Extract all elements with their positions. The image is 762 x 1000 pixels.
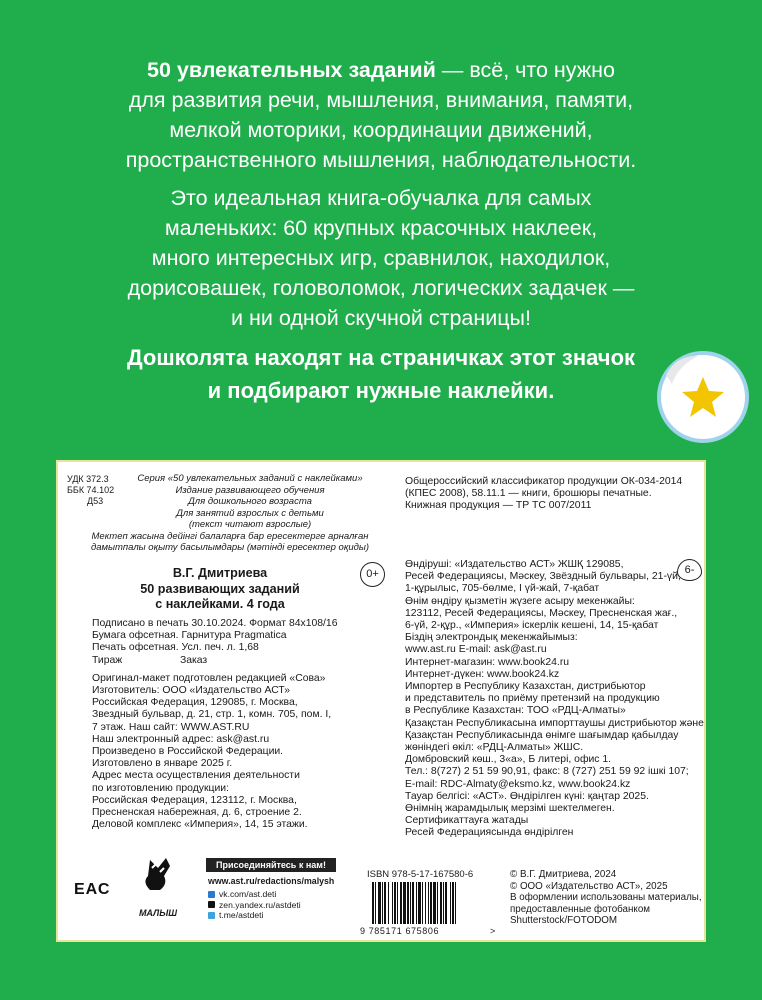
series-block: Серия «50 увлекательных заданий с наклейками» Издание развивающего обучения Для дошкольного возраста Для занятий взрослых с детьми (текст читают взрослые) Мектеп жасына дейінгі балаларға бар ересектерге арналған дамытпалы оқыту басылымдары (мәтінді ересектер оқиды)	[90, 473, 370, 553]
intro-paragraph-tasks	[40, 55, 722, 175]
zen-link[interactable]: zen.yandex.ru/astdeti	[208, 900, 301, 911]
barcode-bar	[416, 882, 417, 924]
barcode-bar	[384, 882, 386, 924]
intro-line-1: 50 увлекательных заданий — всё, что нужно	[147, 58, 615, 82]
intro-line: для развития речи, мышления, внимания, памяти,	[128, 88, 634, 112]
barcode-bar	[372, 882, 374, 924]
barcode-bar	[407, 882, 409, 924]
intro-line: дорисовашек, головоломок, логических задачек —	[127, 276, 635, 300]
copyright-block: © В.Г. Дмитриева, 2024 © ООО «Издательство АСТ», 2025 В оформлении использованы материалы, предоставленные фотобанком Shutterstock/FOTODOM	[510, 869, 702, 927]
telegram-link[interactable]: t.me/astdeti	[208, 910, 301, 921]
barcode-bar	[452, 882, 454, 924]
barcode-bar	[430, 882, 432, 924]
imprint-panel	[56, 460, 706, 942]
intro-paragraph-sticker-hint	[40, 341, 722, 407]
intro-line: маленьких: 60 крупных красочных наклеек,	[164, 216, 598, 240]
udk-block: УДК 372.3 ББК 74.102 Д53	[67, 474, 115, 507]
age-rating-badge-kz: 6-	[677, 559, 702, 581]
book-title: с наклейками. 4 года	[155, 597, 285, 611]
telegram-icon	[208, 912, 215, 919]
intro-line: Это идеальная книга-обучалка для самых	[170, 186, 592, 210]
barcode-icon	[370, 882, 488, 926]
barcode-bar	[450, 882, 451, 924]
social-links	[208, 889, 301, 921]
barcode-bar	[412, 882, 414, 924]
barcode-bar	[403, 882, 406, 924]
barcode-bar	[410, 882, 411, 924]
barcode-bar	[375, 882, 376, 924]
barcode-bar	[400, 882, 402, 924]
book-author-title	[120, 566, 320, 613]
age-rating-badge: 0+	[360, 562, 385, 587]
barcode-arrow: >	[490, 926, 496, 936]
star-sticker-icon	[656, 350, 750, 444]
vk-icon	[208, 891, 215, 898]
book-title: 50 развивающих заданий	[140, 581, 300, 596]
barcode-bar	[443, 882, 444, 924]
barcode-bar	[428, 882, 429, 924]
classifier-block: Общероссийский классификатор продукции ОК-034-2014 (КПЕС 2008), 58.11.1 — книги, брошюры печатные. Книжная продукция — ТР ТС 007/2011	[405, 476, 683, 512]
barcode-bar	[397, 882, 398, 924]
barcode-bar	[392, 882, 393, 924]
barcode-digits: 9 785171 675806	[360, 926, 440, 936]
intro-line: и подбирают нужные наклейки.	[207, 378, 555, 403]
barcode-bar	[388, 882, 389, 924]
producer-kz-block: Өндіруші: «Издательство АСТ» ЖШҚ 129085, Ресей Федерациясы, Мәскеу, Звёздный бульвары, 21-үй, 1-құрылыс, 705-бөлме, I үй-жай, 7-қабат Өнім өндіру қызметін жүзеге асыру мекенжайы: 123112, Ресей Федерациясы, Мәскеу, Пресненская жағ., 6-үй, 2-құр., «Империя» іскерлік кешені, 14, 15-қабат Біздің электрондық мекенжайымыз: www.ast.ru E-mail: ask@ast.ru Интернет-магазин: www.book24.ru Интернет-дүкен: www.book24.kz Импортер в Республику Казахстан, дистрибьютор и представитель по приёму претензий на продукцию в Республике Казахстан: ТОО «РДЦ-Алматы» Қазақстан Республикасына импорттаушы дистрибьютор және Қазақстан Республикасында өнімге шағымдар қабылдау жөніндегі өкіл: «РДЦ-Алматы» ЖШС. Домбровский көш., 3«а», Б литері, офис 1. Тел.: 8(727) 2 51 59 90,91, факс: 8 (727) 251 59 92 ішкі 107; E-mail: RDC-Almaty@eksmo.kz, www.book24.kz Тауар белгісі: «АСТ». Өндірілген күні: қаңтар 2025. Өнімнің жарамдылық мерзімі шектелмеген. Сертификаттауға жатады Ресей Федерациясында өндірілген	[405, 559, 704, 839]
intro-paragraph-book	[40, 183, 722, 333]
barcode-bar	[378, 882, 381, 924]
publisher-logo-text: МАЛЫШ	[138, 908, 178, 918]
isbn: ISBN 978-5-17-167580-6	[367, 869, 474, 880]
redaction-link[interactable]: www.ast.ru/redactions/malysh	[208, 876, 335, 886]
barcode-bar	[437, 882, 438, 924]
intro-line: и ни одной скучной страницы!	[231, 306, 531, 330]
barcode-bar	[425, 882, 426, 924]
vk-link[interactable]: vk.com/ast.deti	[208, 889, 301, 900]
barcode-bar	[418, 882, 421, 924]
intro-line: мелкой моторики, координации движений,	[169, 118, 593, 142]
zen-icon	[208, 901, 215, 908]
eac-mark: ЕАС	[74, 881, 111, 898]
intro-line: много интересных игр, сравнилок, находилок,	[151, 246, 611, 270]
join-us-banner: Присоединяйтесь к нам!	[206, 858, 336, 872]
barcode-bar	[394, 882, 396, 924]
intro-line: Дошколята находят на страничках этот значок	[126, 345, 636, 370]
author: В.Г. Дмитриева	[172, 566, 268, 580]
barcode-bar	[433, 882, 436, 924]
barcode-bar	[445, 882, 447, 924]
barcode-bar	[422, 882, 423, 924]
barcode-bar	[455, 882, 456, 924]
malysh-logo-icon	[128, 854, 188, 906]
intro-bold-phrase: 50 увлекательных заданий	[147, 58, 436, 82]
intro-line: пространственного мышления, наблюдательности.	[125, 148, 637, 172]
print-details: Подписано в печать 30.10.2024. Формат 84х108/16 Бумага офсетная. Гарнитура Pragmatica Печать офсетная. Усл. печ. л. 1,68 Тираж Заказ Оригинал-макет подготовлен редакцией «Сова» Изготовитель: ООО «Издательство АСТ» Российская Федерация, 129085, г. Москва, Звездный бульвар, д. 21, стр. 1, комн. 705, пом. I, 7 этаж. Наш сайт: WWW.AST.RU Наш электронный адрес: ask@ast.ru Произведено в Российской Федерации. Изготовлено в январе 2025 г. Адрес места осуществления деятельности по изготовлению продукции: Российская Федерация, 123112, г. Москва, Пресненская набережная, д. 6, строение 2. Деловой комплекс «Империя», 14, 15 этажи.	[92, 618, 338, 831]
barcode-bar	[382, 882, 383, 924]
barcode-bar	[440, 882, 442, 924]
